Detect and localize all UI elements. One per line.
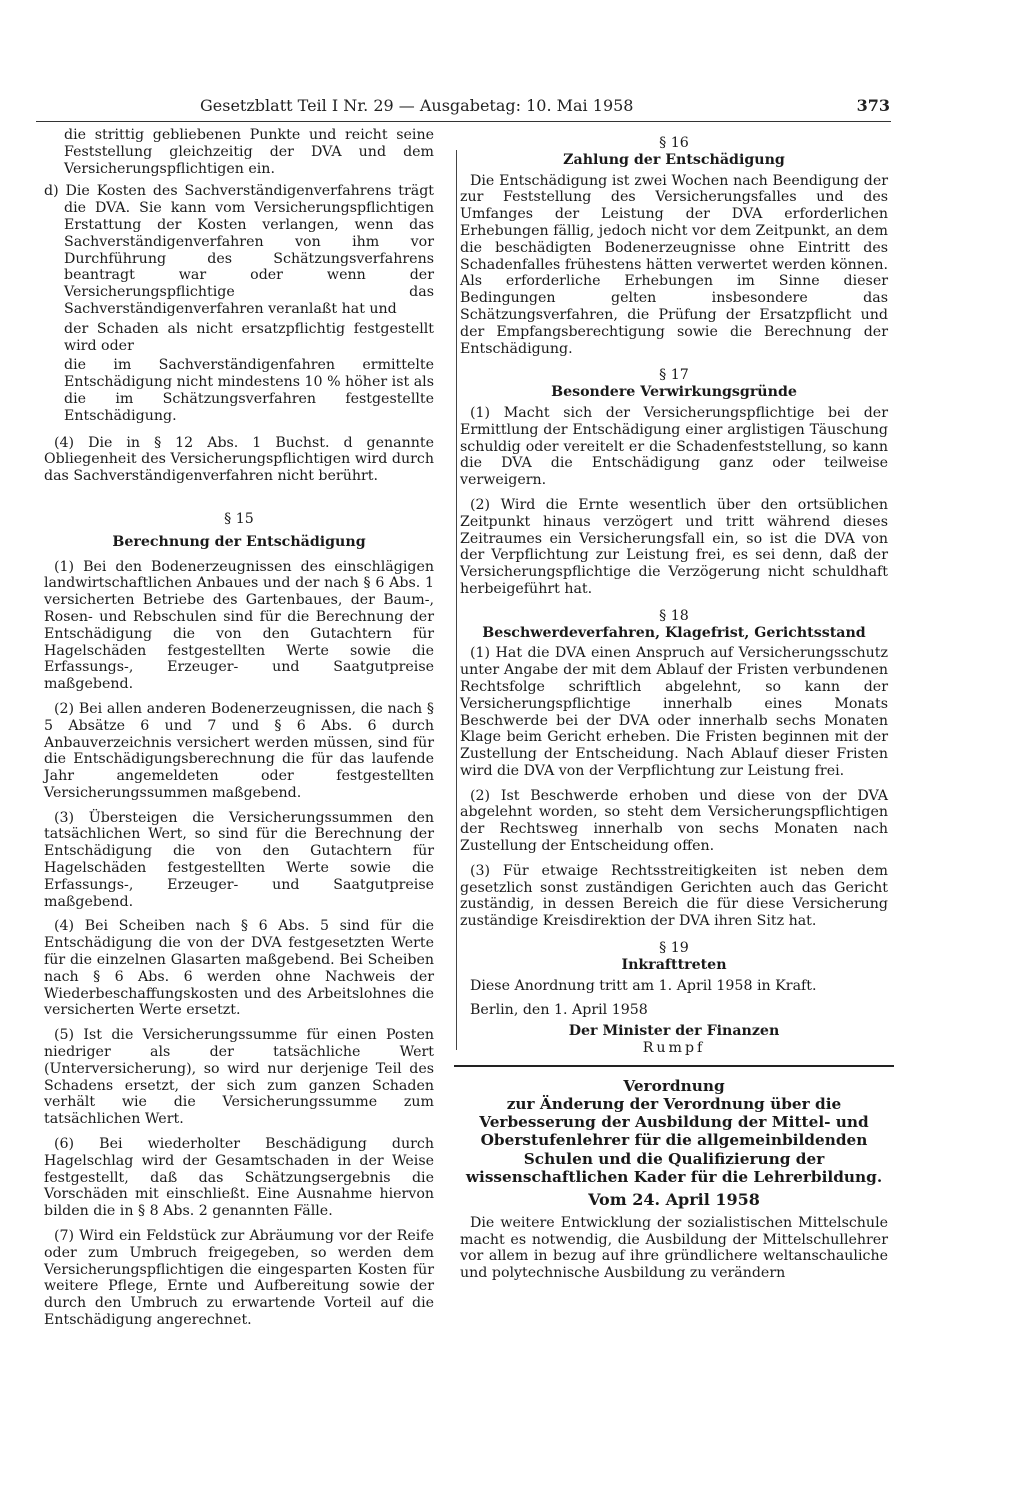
- section-18-title: Beschwerdeverfahren, Klagefrist, Gerichtsstand: [482, 624, 866, 641]
- section-17-para-1: (1) Macht sich der Versicherungspflichtige bei der Ermittlung der Entschädigung einer arglistigen Täuschung schuldig oder vereitelt er die Schadenfeststellung, so kann die DVA die Entschädigung ganz oder teilweise verweigern.: [460, 404, 888, 489]
- section-18-para-3: (3) Für etwaige Rechtsstreitigkeiten ist neben dem gesetzlich sonst zuständigen Gerichten auch das Gericht zuständig, in dessen Bereich die für diese Versicherung zuständige Kreisdirektion der DVA ihren Sitz hat.: [460, 862, 888, 930]
- section-15-para-3: (3) Übersteigen die Versicherungssummen den tatsächlichen Wert, so sind für die Berechnung der Entschädigung die von den Gutachtern für Hagelschäden festgestellten Werte sowie die Erfassungs-, Erzeuger- und Saatgutpreise maßgebend.: [44, 809, 434, 910]
- left-column: [44, 127, 434, 1337]
- section-15-para-1: (1) Bei den Bodenerzeugnissen des einschlägigen landwirtschaftlichen Anbaues und der nach § 6 Abs. 1 versicherten Betriebe des Gartenbaues, der Baum-, Rosen- und Rebschulen sind für die Berechnung der Entschädigung die von den Gutachtern für Hagelschäden festgestellten Werte sowie die Erfassungs-, Erzeuger- und Saatgutpreise maßgebend.: [44, 558, 434, 693]
- section-17-para-2: (2) Wird die Ernte wesentlich über den ortsüblichen Zeitpunkt hinaus verzögert und tritt während dieses Zeitraumes ein Versicherungsfall ein, so ist die DVA von der Verpflichtung zur Leistung frei, es sei denn, daß der Versicherungspflichtige die Verzögerung nicht schuldhaft herbeigeführt hat.: [460, 496, 888, 597]
- page-number: 373: [856, 96, 890, 115]
- section-15-para-4: (4) Bei Scheiben nach § 6 Abs. 5 sind für die Entschädigung die von der DVA festgesetzten Werte für die einzelnen Glasarten maßgebend. Bei Scheiben nach § 6 Abs. 6 werden ohne Nachweis der Wiederbeschaffungskosten und des Arbeitslohnes die versicherten Werte ersetzt.: [44, 918, 434, 1019]
- header-rule: [36, 121, 891, 122]
- section-19-para-1: Diese Anordnung tritt am 1. April 1958 in Kraft.: [470, 977, 817, 994]
- section-15-para-2: (2) Bei allen anderen Bodenerzeugnissen, die nach § 5 Absätze 6 und 7 und § 6 Abs. 6 durch Anbauverzeichnis versichert werden müssen, sind für die Entschädigungsberechnung die für das laufende Jahr angemeldeten oder festgestellten Versicherungssummen maßgebend.: [44, 700, 434, 801]
- section-17-title: Besondere Verwirkungsgründe: [551, 384, 797, 401]
- section-rule: [454, 1065, 894, 1067]
- section-17-number: § 17: [659, 367, 689, 384]
- verordnung-title: zur Änderung der Verordnung über die Verbesserung der Ausbildung der Mittel- und Oberstufenlehrer für die allgemeinbildenden Schulen und die Qualifizierung der wissenschaftlichen Kader für die Lehrerbildung.: [465, 1095, 883, 1186]
- section-16-para-1: Die Entschädigung ist zwei Wochen nach Beendigung der zur Feststellung des Versicherungsfalles und des Umfanges der Leistung der DVA erforderlichen Erhebungen fällig, jedoch nicht vor dem Zeitpunkt, an dem die beschädigten Bodenerzeugnisse ohne Eintritt des Schadenfalles frühestens hätten verwertet werden können. Als erforderliche Erhebungen im Sinne dieser Bedingungen gelten insbesondere das Schätzungsverfahren, die Prüfung der Ersatzpflicht und der Empfangsberechtigung sowie die Berechnung der Entschädigung.: [460, 172, 888, 357]
- paragraph-d-item-1: der Schaden als nicht ersatzpflichtig festgestellt wird oder: [64, 320, 434, 354]
- section-15-para-7: (7) Wird ein Feldstück zur Abräumung vor der Reife oder zum Umbruch freigegeben, so werden dem Versicherungspflichtigen die eingesparten Kosten für weitere Pflege, Ernte und Aufbereitung sowie der durch den Umbruch zu erwartende Vorteil auf die Entschädigung angerechnet.: [44, 1228, 434, 1328]
- paragraph-d-item-2: die im Sachverständigenfahren ermittelte Entschädigung nicht mindestens 10 % höher ist als die im Schätzungsverfahren festgestellte Entschädigung.: [64, 357, 434, 424]
- section-18-para-1: (1) Hat die DVA einen Anspruch auf Versicherungsschutz unter Angabe der mit dem Ablauf der Fristen verbundenen Rechtsfolge schriftlich abgelehnt, so kann der Versicherungspflichtige innerhalb eines Monats Beschwerde bei der DVA oder innerhalb sechs Monaten Klage beim Gericht erheben. Die Fristen beginnen mit der Zustellung der Entscheidung. Nach Ablauf dieser Fristen wird die DVA von der Verpflichtung zur Leistung frei.: [460, 645, 888, 779]
- section-16-title: Zahlung der Entschädigung: [563, 151, 785, 168]
- signatory-name: Rumpf: [642, 1040, 706, 1057]
- section-15-title: Berechnung der Entschädigung: [112, 533, 366, 550]
- paragraph-4: (4) Die in § 12 Abs. 1 Buchst. d genannte Obliegenheit des Versicherungspflichtigen wird durch das Sachverständigenverfahren nicht berührt.: [44, 434, 434, 485]
- signatory-title: Der Minister der Finanzen: [568, 1023, 780, 1040]
- section-19-number: § 19: [659, 940, 689, 957]
- section-15-para-5: (5) Ist die Versicherungssumme für einen Posten niedriger als der tatsächliche Wert (Unterversicherung), so wird nur derjenige Teil des Schadens ersetzt, der sich zum ganzen Schaden verhält wie die Versicherungssumme zum tatsächlichen Wert.: [44, 1027, 434, 1128]
- header-title: Gesetzblatt Teil I Nr. 29 — Ausgabetag: 10. Mai 1958: [200, 96, 634, 115]
- section-15-number: § 15: [224, 510, 254, 527]
- page-header: [200, 93, 890, 119]
- section-18-number: § 18: [659, 607, 689, 624]
- right-column: [460, 127, 888, 1290]
- section-15-para-6: (6) Bei wiederholter Beschädigung durch Hagelschlag wird der Gesamtschaden in der Weise festgestellt, daß das Schätzungsergebnis die Vorschäden mit einschließt. Eine Ausnahme hiervon bilden die in § 8 Abs. 2 genannten Fälle.: [44, 1136, 434, 1220]
- section-16-number: § 16: [659, 135, 689, 151]
- verordnung-date: Vom 24. April 1958: [588, 1190, 760, 1210]
- section-18-para-2: (2) Ist Beschwerde erhoben und diese von der DVA abgelehnt worden, so steht dem Versicherungspflichtigen der Rechtsweg innerhalb von sechs Monaten nach Zustellung der Entscheidung offen.: [460, 787, 888, 855]
- verordnung-intro: Die weitere Entwicklung der sozialistischen Mittelschule macht es notwendig, die Ausbildung der Mittelschullehrer vor allem in bezug auf ihre gründlichere weltanschauliche und polytechnische Ausbildung zu verändern: [460, 1214, 888, 1282]
- verordnung-heading: Verordnung: [623, 1076, 725, 1095]
- section-19-title: Inkrafttreten: [621, 956, 727, 973]
- paragraph-continuation: die strittig gebliebenen Punkte und reicht seine Feststellung gleichzeitig der DVA und dem Versicherungspflichtigen ein.: [64, 127, 434, 177]
- column-divider: [456, 150, 457, 1050]
- place-date: Berlin, den 1. April 1958: [470, 1002, 648, 1019]
- paragraph-d: d) Die Kosten des Sachverständigenverfahrens trägt die DVA. Sie kann vom Versicherungspflichtigen Erstattung der Kosten verlangen, wenn das Sachverständigenverfahren von ihm vor Durchführung des Schätzungsverfahrens beantragt war oder wenn der Versicherungspflichtige das Sachverständigenverfahren veranlaßt hat und: [44, 183, 434, 317]
